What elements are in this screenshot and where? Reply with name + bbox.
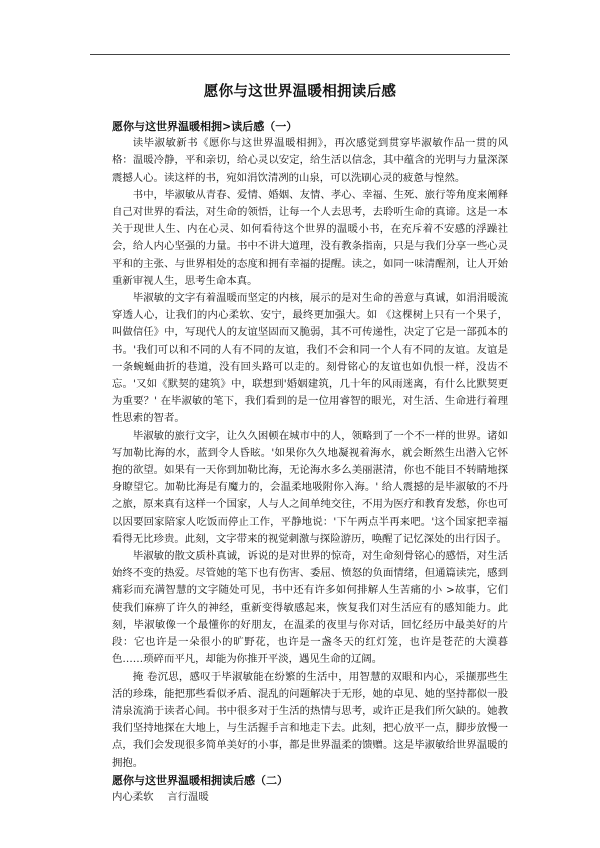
paragraph-4: 毕淑敏的旅行文字，让久久困顿在城市中的人，领略到了一个不一样的世界。诸如写加勒比海的水，蓝到令人昏眩。'如果你久久地凝视着海水，就会断然生出潜入它怀抱的欲望。如果有一天你到加勒比海，无论海水多么美丽湛清，你也不能目不转睛地探身瞭望它。加勒比海是有魔力的，会温柔地吸附你入海。' 给人震撼的是毕淑敏的不丹之旅，原来真有这样一个国家，人与人之间单纯交往，不用为医疗和教育发愁，你也可以因要回家陪家人吃饭而停止工作，平静地说：'下午两点半再来吧。'这个国家把幸福看得无比珍贵。此刻，文字带来的视觉刺激与探险游历，唤醒了记忆深处的出行因子。	[112, 429, 508, 545]
subheading-line: 内心柔软 言行温暖	[112, 790, 209, 803]
paragraph-1: 读毕淑敏新书《愿你与这世界温暖相拥》，再次感觉到贯穿毕淑敏作品一贯的风格：温暖冷静，平和亲切，给心灵以安定，给生活以信念，其中蕴含的光明与力量深深震撼人心。读这样的书，宛如涓饮清冽的山泉，可以洗刷心灵的疲惫与惶然。	[112, 137, 508, 184]
top-rule	[90, 54, 510, 55]
page-title: 愿你与这世界温暖相拥读后感	[203, 83, 397, 100]
article-body	[112, 118, 508, 806]
paragraph-6: 掩 卷沉思，感叹于毕淑敏能在纷繁的生活中，用智慧的双眼和内心，采撷那些生活的珍珠，能把那些看似矛盾、混乱的问题解决于无形，她的卓见、她的坚持都似一股清泉流淌于读者心间。书中很多对于生活的热情与思考，或许正是我们所欠缺的。她教我们坚持地探在大地上，与生活握手言和地走下去。此刻，把心放平一点，脚步放慢一点，我们会发现很多简单美好的小事，都是世界温柔的馈赠。这是毕淑敏给世界温暖的拥抱。	[112, 670, 508, 769]
paragraph-2: 书中，毕淑敏从青春、爱情、婚姻、友情、孝心、幸福、生死、旅行等角度来阐释自己对世界的看法，对生命的领悟，让每一个人去思考，去聆听生命的真谛。这是一本关于现世人生、内在心灵、如何看待这个世界的温暖小书，在充斥着不安感的浮躁社会，给人内心坚强的力量。书中不讲大道理，没有教条指南，只是与我们分享一些心灵平和的主张、与世界相处的态度和拥有幸福的提醒。读之，如同一味清醒剂，让人开始重新审视人生，思考生命本真。	[112, 188, 508, 287]
paragraph-5: 毕淑敏的散文质朴真诚，诉说的是对世界的惊奇，对生命刻骨铭心的感悟，对生活始终不变的热爱。尽管她的笔下也有伤害、委屈、愤怒的负面情绪，但通篇读完，感到痛彩而充满智慧的文字随处可见，书中还有许多如何排解人生苦痛的小 >故事，它们使我们麻痹了许久的神经，重新变得敏感起来，恢复我们对生活应有的感知能力。此刻，毕淑敏像一个最懂你的好朋友，在温柔的夜里与你对话，回忆经历中最美好的片段：它也许是一朵很小的旷野花，也许是一盏冬天的红灯笼，也许是苍茫的大漠暮色……琐碎而平凡，却能为你推开平淡，遇见生命的辽阔。	[112, 550, 508, 666]
section-heading-2: 愿你与这世界温暖相拥读后感（二）	[112, 773, 288, 787]
paragraph-3: 毕淑敏的文字有着温暖而坚定的内核，展示的是对生命的善意与真诚，如涓涓暖流穿透人心，让我们的内心柔软、安宁，最终更加强大。如 《这棵树上只有一个果子，叫做信任》中，写现代人的友谊坚固而又脆弱，其不可传递性，决定了它是一部孤本的书。'我们可以和不同的人有不同的友谊，我们不会和同一个人有不同的友谊。友谊是一条蜿蜒曲折的巷道，没有回头路可以走的。刻骨铭心的友谊也如仇恨一样，没齿不忘。'又如《默契的建筑》中，联想到'婚姻建筑，几十年的风雨迷离，有什么比默契更为重要？' 在毕淑敏的笔下，我们看到的是一位用睿智的眼光，对生活、生命进行着理性思索的智者。	[112, 292, 508, 425]
section-heading-1: 愿你与这世界温暖相拥>读后感（一）	[112, 120, 298, 133]
